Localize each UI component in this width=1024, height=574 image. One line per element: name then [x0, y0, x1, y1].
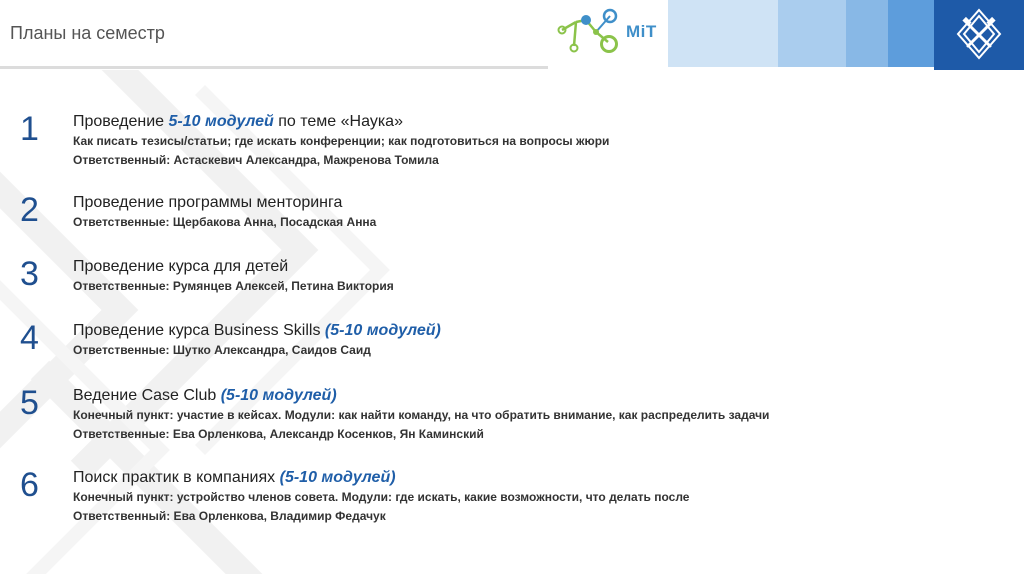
item-responsible: Ответственный: Ева Орленкова, Владимир Федачук	[73, 509, 386, 523]
item-number: 3	[20, 255, 39, 293]
item-number: 2	[20, 191, 39, 229]
logo-text: MiT	[626, 22, 657, 41]
item-number: 5	[20, 384, 39, 422]
item-title: Поиск практик в компаниях (5-10 модулей)	[73, 469, 396, 486]
item-responsible: Ответственный: Астаскевич Александра, Мажренова Томила	[73, 153, 439, 167]
item-detail: Как писать тезисы/статьи; где искать конференции; как подготовиться на вопросы жюри	[73, 134, 610, 148]
item-responsible: Ответственные: Румянцев Алексей, Петина Виктория	[73, 279, 394, 293]
header-stripe	[888, 0, 934, 67]
crossed-hammers-icon	[934, 0, 1024, 70]
item-highlight: (5-10 модулей)	[279, 469, 396, 486]
item-detail: Конечный пункт: устройство членов совета. Модули: где искать, какие возможности, что делать после	[73, 490, 690, 504]
item-responsible: Ответственные: Шутко Александра, Саидов Саид	[73, 343, 371, 357]
header-divider	[0, 66, 548, 69]
university-emblem	[934, 0, 1024, 70]
item-responsible: Ответственные: Ева Орленкова, Александр Косенков, Ян Каминский	[73, 427, 484, 441]
item-highlight: 5-10 модулей	[168, 113, 274, 130]
item-number: 6	[20, 466, 39, 504]
item-title: Проведение 5-10 модулей по теме «Наука»	[73, 113, 403, 130]
header-stripe	[846, 0, 888, 67]
header-stripe	[778, 0, 846, 67]
item-title: Проведение программы менторинга	[73, 194, 343, 211]
item-title: Проведение курса для детей	[73, 258, 289, 275]
mit-logo	[548, 0, 668, 67]
item-title: Ведение Case Club (5-10 модулей)	[73, 387, 337, 404]
item-highlight: (5-10 модулей)	[324, 322, 441, 339]
item-responsible: Ответственные: Щербакова Анна, Посадская Анна	[73, 215, 377, 229]
item-number: 1	[20, 110, 39, 148]
header-stripe	[668, 0, 778, 67]
item-title: Проведение курса Business Skills (5-10 модулей)	[73, 322, 441, 339]
item-highlight: (5-10 модулей)	[220, 387, 337, 404]
item-number: 4	[20, 319, 39, 357]
item-detail: Конечный пункт: участие в кейсах. Модули: как найти команду, на что обратить внимание, как распределить задачи	[73, 408, 770, 422]
molecule-icon	[548, 0, 626, 67]
slide-title: Планы на семестр	[10, 23, 165, 43]
slide-header	[0, 0, 1024, 70]
